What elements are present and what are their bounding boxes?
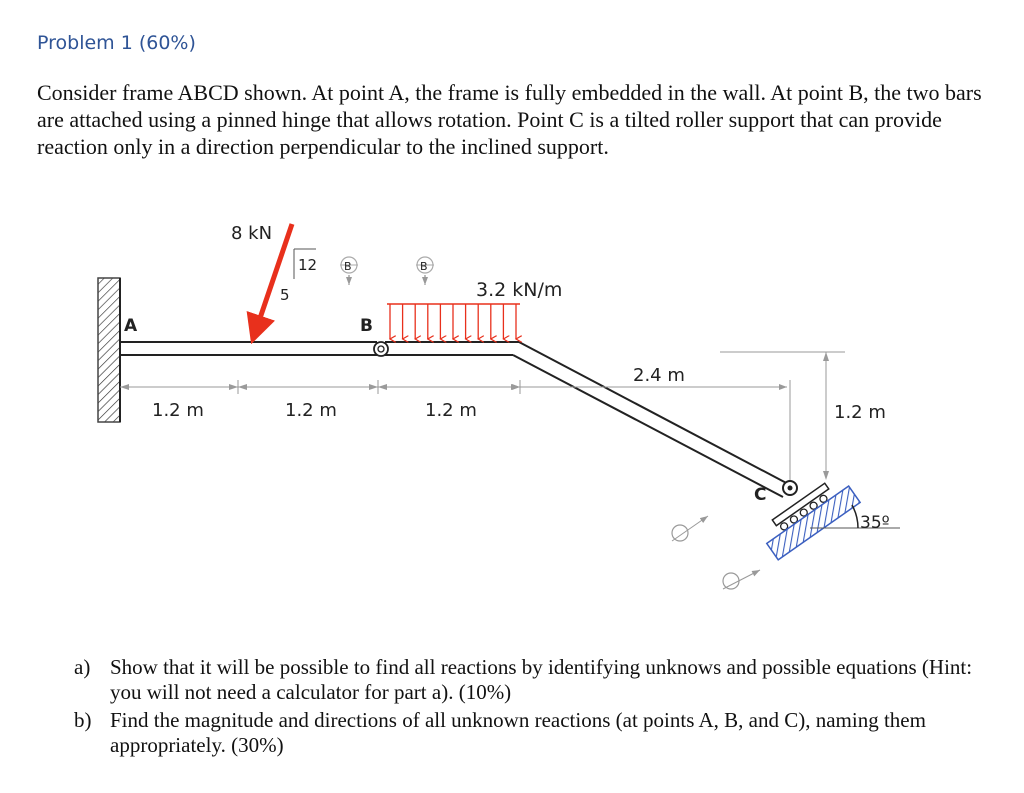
hinge-b <box>374 342 388 356</box>
problem-statement: Consider frame ABCD shown. At point A, the frame is fully embedded in the wall. At point B, the two bars are attached using a pinned hinge that allows rotation. Point C is a tilted roller support that can provide reaction only in a direction perpendicular to the inclined support. <box>37 80 982 159</box>
label-point-b: B <box>360 316 373 336</box>
hinge-marker-right-label: B <box>420 260 428 273</box>
label-distributed-load: 3.2 kN/m <box>476 279 563 301</box>
question-b-marker: b) <box>74 708 92 732</box>
question-b <box>74 708 994 758</box>
dimension-lines <box>120 352 845 480</box>
label-slope-run: 12 <box>298 256 318 274</box>
question-a <box>74 655 994 705</box>
label-slope-rise: 5 <box>280 286 290 304</box>
rotation-symbol-upper <box>672 516 708 541</box>
frame-member-ab <box>120 342 377 355</box>
question-a-marker: a) <box>74 655 91 679</box>
question-a-text: Show that it will be possible to find all reactions by identifying unknows and possible equations (Hint: you will not need a calculator for part a). (10%) <box>110 655 973 704</box>
label-dim-vertical: 1.2 m <box>834 402 886 423</box>
label-point-c: C <box>754 485 767 505</box>
label-dim-seg1: 1.2 m <box>152 400 204 421</box>
question-list <box>74 655 994 761</box>
label-dim-seg3: 1.2 m <box>425 400 477 421</box>
fixed-wall-support <box>98 278 120 422</box>
label-dim-seg2: 1.2 m <box>285 400 337 421</box>
question-b-text: Find the magnitude and directions of all unknown reactions (at points A, B, and C), naming them appropriately. (30%) <box>110 708 926 757</box>
rotation-symbol-lower <box>723 570 760 589</box>
label-point-load: 8 kN <box>231 223 273 244</box>
hinge-marker-left-label: B <box>344 260 352 273</box>
label-support-angle: 35º <box>860 513 890 533</box>
label-dim-horizontal: 2.4 m <box>633 365 685 386</box>
roller-support-c <box>758 473 861 560</box>
problem-title: Problem 1 (60%) <box>37 32 196 54</box>
distributed-load-arrows <box>390 304 516 339</box>
label-point-a: A <box>124 316 138 336</box>
